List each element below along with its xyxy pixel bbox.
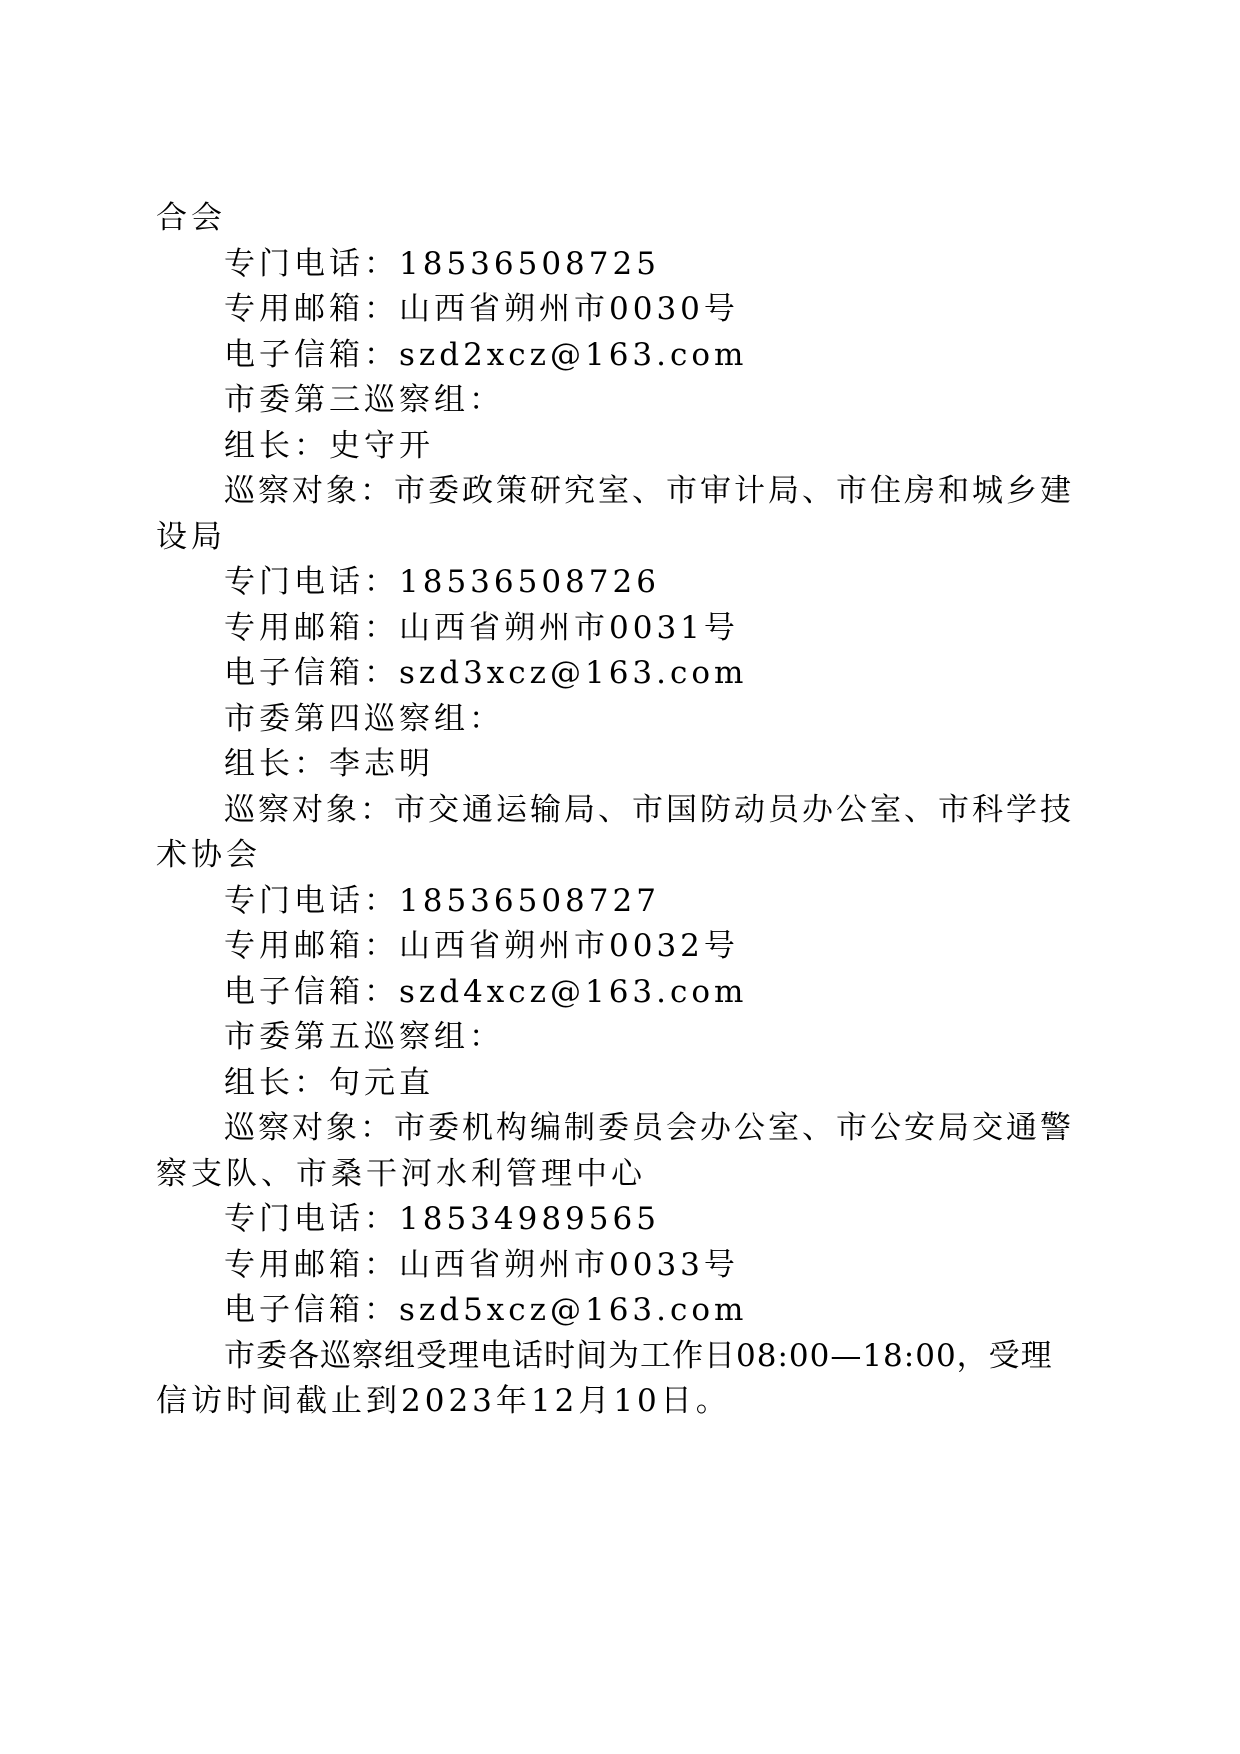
phone-line-group2: 专门电话：18536508725 — [224, 245, 660, 282]
mailbox-line-group4: 专用邮箱：山西省朔州市0032号 — [224, 928, 739, 964]
phone-line-group5: 专门电话：18534989565 — [224, 1201, 660, 1237]
mailbox-line-group3: 专用邮箱：山西省朔州市0031号 — [224, 609, 739, 646]
email-line-group5: 电子信箱：szd5xcz@163.com — [224, 1292, 748, 1328]
group4-leader: 组长：李志明 — [224, 746, 434, 782]
group5-targets: 巡察对象：市委机构编制委员会办公室、市公安局交通警 — [224, 1110, 1074, 1146]
group3-targets: 巡察对象：市委政策研究室、市审计局、市住房和城乡建 — [224, 473, 1074, 509]
group5-leader: 组长：句元直 — [224, 1064, 434, 1101]
group3-leader: 组长：史守开 — [224, 427, 434, 464]
email-line-group3: 电子信箱：szd3xcz@163.com — [224, 655, 748, 691]
text-line-continuation: 合会 — [156, 200, 226, 236]
group5-targets-continued: 察支队、市桑干河水利管理中心 — [156, 1155, 646, 1192]
mailbox-line-group2: 专用邮箱：山西省朔州市0030号 — [224, 291, 739, 327]
deadline-notice: 信访时间截止到2023年12月10日。 — [156, 1383, 731, 1419]
phone-line-group3: 专门电话：18536508726 — [224, 564, 660, 600]
group3-heading: 市委第三巡察组： — [224, 382, 504, 418]
group4-targets: 巡察对象：市交通运输局、市国防动员办公室、市科学技 — [224, 791, 1074, 828]
email-line-group4: 电子信箱：szd4xcz@163.com — [224, 973, 748, 1010]
group3-targets-continued: 设局 — [156, 518, 226, 555]
group5-heading: 市委第五巡察组： — [224, 1019, 504, 1055]
group4-heading: 市委第四巡察组： — [224, 700, 504, 737]
document-body — [156, 196, 1080, 1425]
mailbox-line-group5: 专用邮箱：山西省朔州市0033号 — [224, 1246, 739, 1283]
group4-targets-continued: 术协会 — [156, 837, 261, 873]
email-line-group2: 电子信箱：szd2xcz@163.com — [224, 336, 748, 373]
phone-line-group4: 专门电话：18536508727 — [224, 882, 660, 919]
hours-notice: 市委各巡察组受理电话时间为工作日08:00—18:00，受理 — [224, 1337, 1053, 1374]
